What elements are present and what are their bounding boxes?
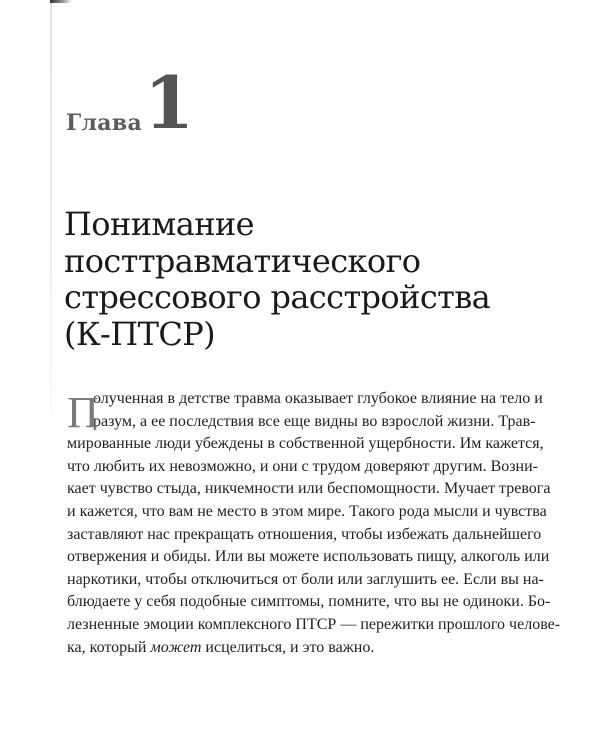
chapter-title-line: Понимание [64, 205, 254, 243]
chapter-title-line: стрессового расстройства [64, 278, 491, 317]
scan-page-edge [50, 0, 52, 460]
emphasized-word: может [150, 638, 202, 656]
paragraph-line: мированные люди убеждены в собственной ущербности. Им кажется, [67, 435, 544, 453]
paragraph-line: олученная в детстве травма оказывает глубокое влияние на тело и [93, 390, 543, 407]
last-line-start: ка, который [67, 638, 151, 656]
drop-cap: П [67, 388, 99, 437]
paragraph-line: отвержения и обиды. Или вы можете использовать пищу, алкоголь или [67, 548, 550, 566]
paragraph-line: заставляют нас прекращать отношения, чтобы избежать дальнейшего [67, 525, 542, 543]
scan-corner-mark [50, 0, 72, 3]
paragraph-line: кает чувство стыда, никчемности или беспомощности. Мучает тревога [67, 480, 551, 498]
chapter-number: 1 [144, 60, 195, 145]
paragraph-line: и кажется, что вам не место в этом мире. Такого рода мысли и чувства [67, 502, 547, 520]
chapter-title-line: посттравматического [64, 241, 421, 280]
paragraph-line: лезненные эмоции комплексного ПТСР — пережитки прошлого челове- [67, 615, 561, 633]
chapter-title-line: (К-ПТСР) [64, 315, 216, 354]
paragraph-line: разум, а ее последствия все еще видны во взрослой жизни. Трав- [93, 412, 536, 430]
last-line-end: исцелиться, и это важно. [201, 638, 375, 656]
chapter-label: Глава [66, 110, 142, 136]
body-paragraph [67, 388, 561, 659]
paragraph-line: наркотики, чтобы отключиться от боли или заглушить ее. Если вы на- [67, 570, 544, 588]
paragraph-line: блюдаете у себя подобные симптомы, помните, что вы не одиноки. Бо- [67, 593, 551, 611]
paragraph-last-line [67, 637, 507, 660]
chapter-title [64, 205, 491, 354]
paragraph-line: что любить их невозможно, и они с трудом доверяют другим. Возни- [67, 457, 539, 475]
